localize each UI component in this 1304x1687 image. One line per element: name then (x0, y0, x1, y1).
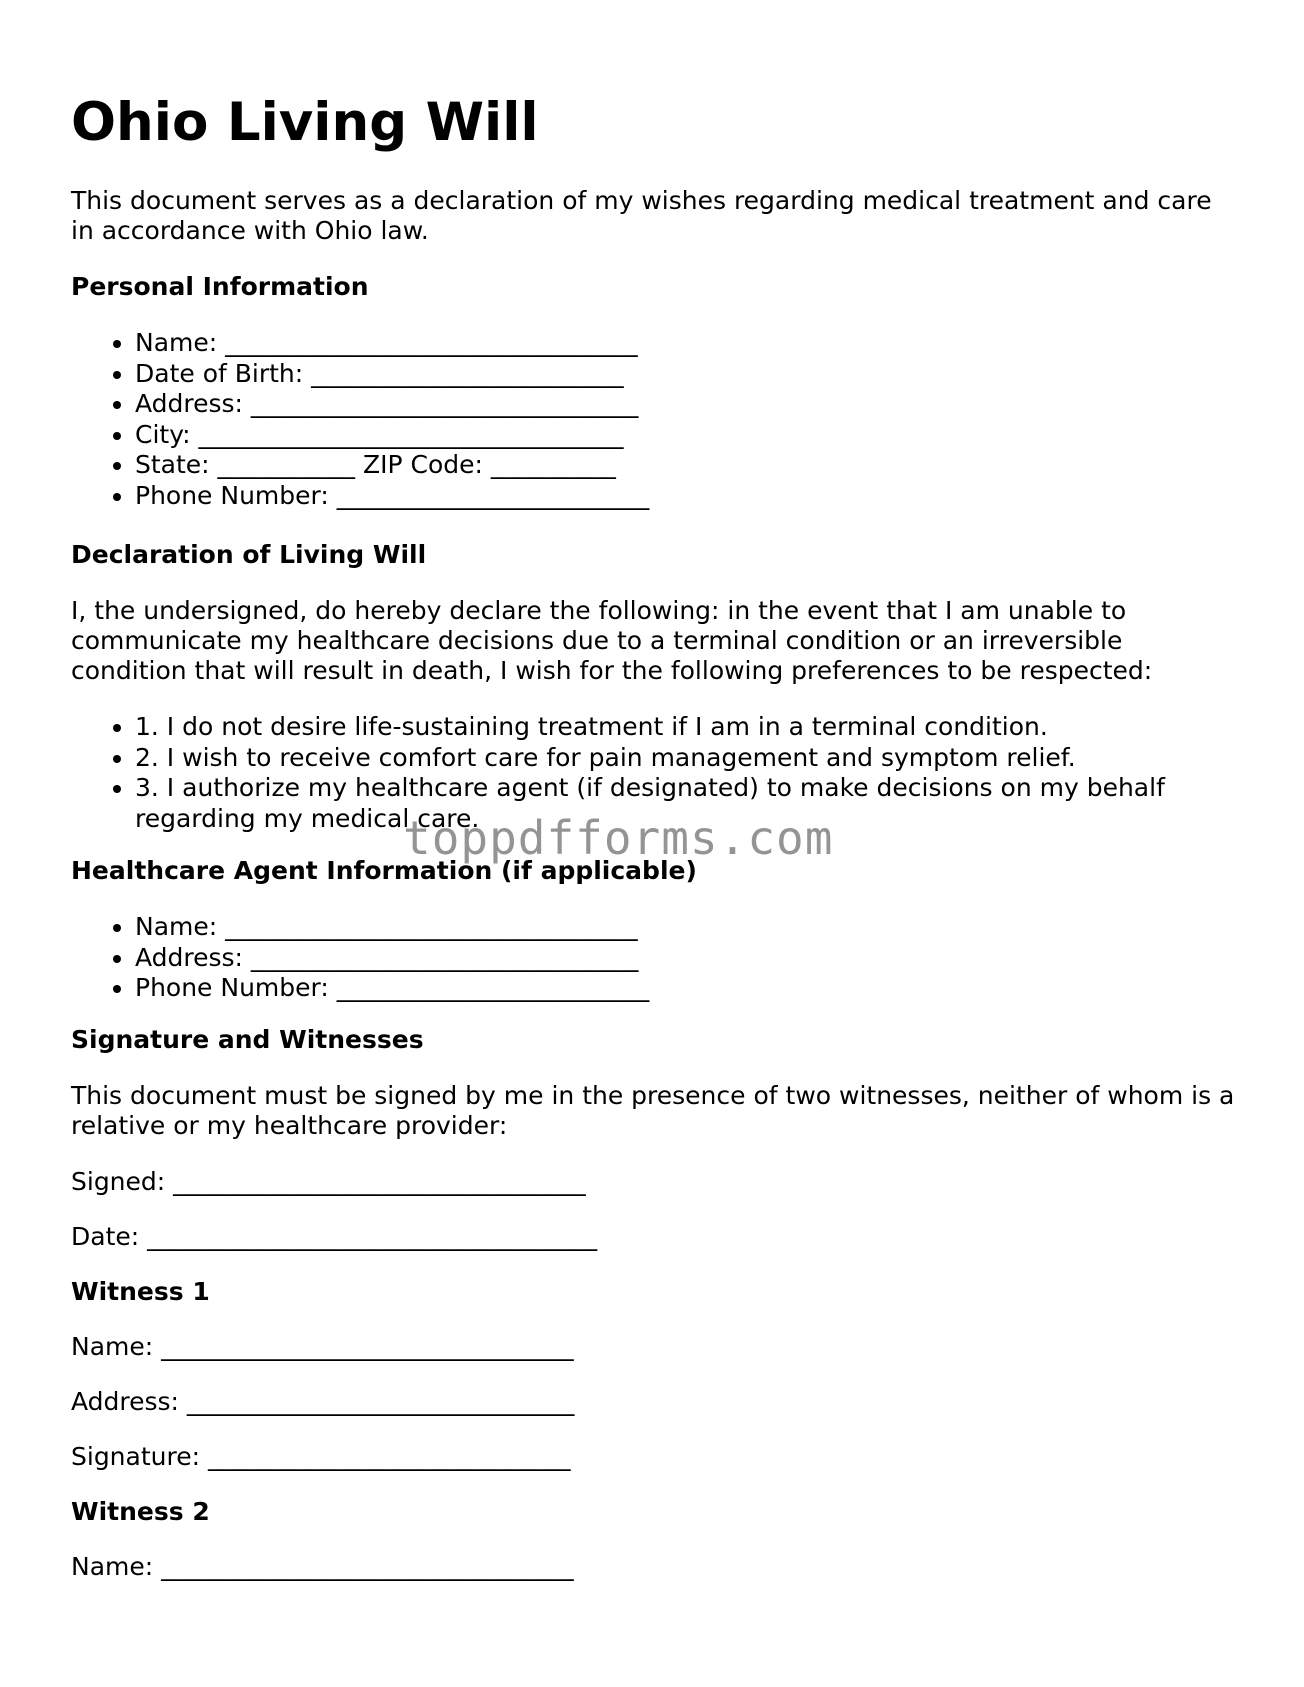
personal-dob-field[interactable]: • Date of Birth: _________________________ (135, 359, 1255, 390)
preference-item: • 3. I authorize my healthcare agent (if designated) to make decisions on my behalf regarding my medical care. (135, 773, 1255, 834)
healthcare-agent-heading: Healthcare Agent Information (if applicable) (71, 856, 697, 885)
preference-item: • 2. I wish to receive comfort care for pain management and symptom relief. (135, 743, 1255, 774)
watermark: toppdfforms.com (403, 811, 834, 865)
declaration-heading: Declaration of Living Will (71, 540, 427, 569)
witness-2-heading: Witness 2 (71, 1497, 210, 1526)
witness-1-address-field[interactable]: Address: _______________________________ (71, 1387, 575, 1416)
witness-1-heading: Witness 1 (71, 1277, 210, 1306)
declaration-paragraph: I, the undersigned, do hereby declare the following: in the event that I am unable to communicate my healthcare decisions due to a terminal condition or an irreversible condition that will result in death, I wish for the following preferences to be respected: (71, 596, 1153, 685)
document-title: Ohio Living Will (71, 92, 539, 153)
agent-name-field[interactable]: • Name: _________________________________ (135, 912, 1255, 943)
personal-city-field[interactable]: • City: __________________________________ (135, 420, 1255, 451)
preference-item: • 1. I do not desire life-sustaining treatment if I am in a terminal condition. (135, 712, 1255, 743)
personal-information-heading: Personal Information (71, 272, 369, 301)
agent-phone-field[interactable]: • Phone Number: _________________________ (135, 973, 1255, 1004)
witness-1-name-field[interactable]: Name: _________________________________ (71, 1332, 574, 1361)
signed-field[interactable]: Signed: _________________________________ (71, 1167, 586, 1196)
personal-state-zip-field[interactable]: • State: ___________ ZIP Code: __________ (135, 450, 1255, 481)
personal-information-list (71, 328, 1255, 511)
agent-address-field[interactable]: • Address: _______________________________ (135, 943, 1255, 974)
witness-1-signature-field[interactable]: Signature: _____________________________ (71, 1442, 571, 1471)
date-field[interactable]: Date: ____________________________________ (71, 1222, 598, 1251)
personal-name-field[interactable]: • Name: _________________________________ (135, 328, 1255, 359)
intro-paragraph: This document serves as a declaration of my wishes regarding medical treatment and care in accordance with Ohio law. (71, 186, 1212, 245)
signature-witnesses-heading: Signature and Witnesses (71, 1025, 424, 1054)
personal-address-field[interactable]: • Address: _______________________________ (135, 389, 1255, 420)
signature-instructions: This document must be signed by me in the presence of two witnesses, neither of whom is a relative or my healthcare provider: (71, 1081, 1235, 1140)
personal-phone-field[interactable]: • Phone Number: _________________________ (135, 481, 1255, 512)
healthcare-agent-list (71, 912, 1255, 1004)
witness-2-name-field[interactable]: Name: _________________________________ (71, 1552, 574, 1581)
